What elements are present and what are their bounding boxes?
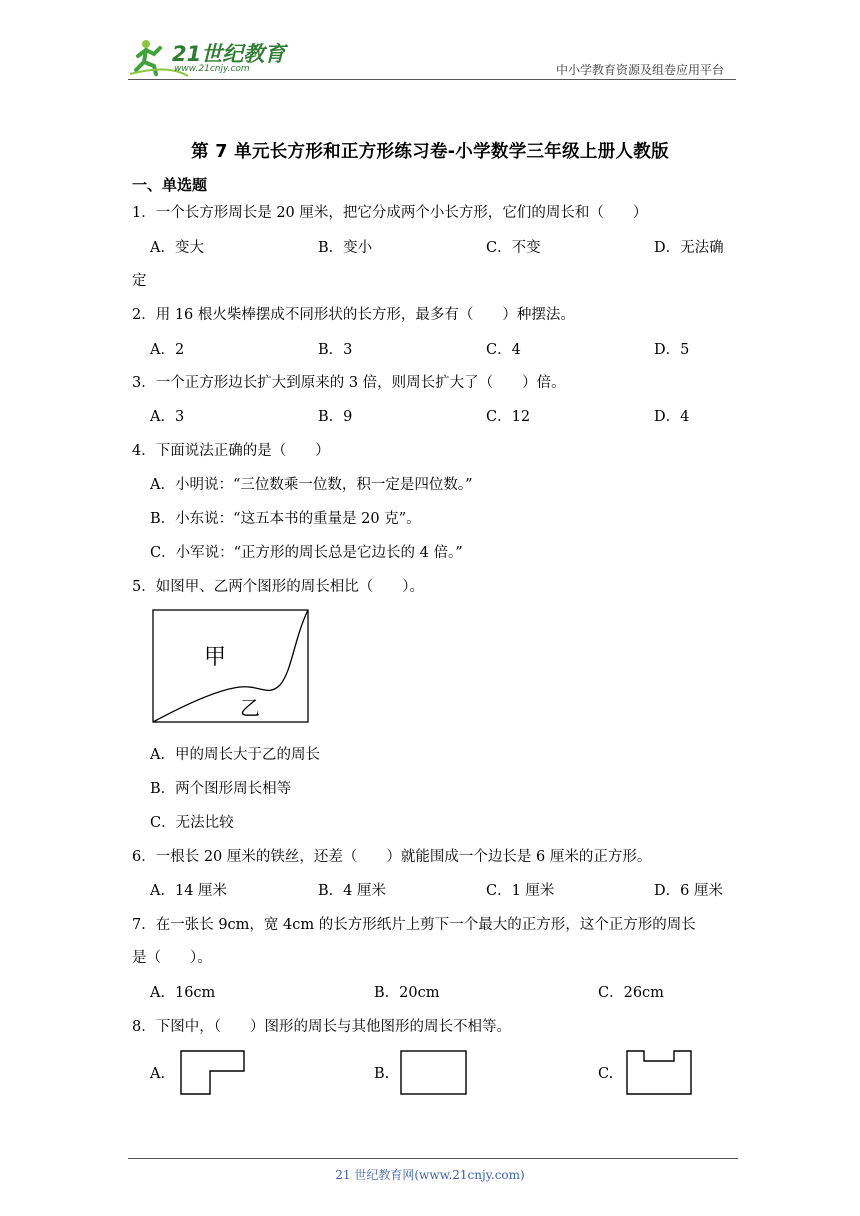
question-6-option-c[interactable]: C．1 厘米 xyxy=(486,883,555,899)
question-8-shape-a[interactable] xyxy=(180,1050,246,1096)
question-2-option-a[interactable]: A．2 xyxy=(150,342,185,358)
question-1-stem: 1．一个长方形周长是 20 厘米，把它分成两个小长方形，它们的周长和（ ） xyxy=(132,205,648,221)
question-6-option-b[interactable]: B．4 厘米 xyxy=(318,883,386,899)
question-7-option-c[interactable]: C．26cm xyxy=(598,985,664,1001)
question-8-option-c[interactable]: C. xyxy=(598,1066,614,1082)
question-5-option-c[interactable]: C．无法比较 xyxy=(150,815,234,831)
question-7-option-a[interactable]: A．16cm xyxy=(150,985,216,1001)
question-4-stem: 4．下面说法正确的是（ ） xyxy=(132,443,330,459)
question-5-stem: 5．如图甲、乙两个图形的周长相比（ ）。 xyxy=(132,579,424,595)
question-2-option-c[interactable]: C．4 xyxy=(486,342,521,358)
question-7-stem-wrap: 是（ ）。 xyxy=(132,950,212,966)
figure-label-yi: 乙 xyxy=(240,696,260,720)
question-1-option-d[interactable]: D．无法确 xyxy=(654,240,724,256)
question-8-stem: 8．下图中，（ ）图形的周长与其他图形的周长不相等。 xyxy=(132,1019,511,1035)
question-8-shape-c[interactable] xyxy=(626,1050,694,1096)
section-heading: 一、单选题 xyxy=(132,176,208,194)
question-8-option-b[interactable]: B. xyxy=(374,1066,390,1082)
question-5-figure xyxy=(152,609,310,725)
question-5-option-b[interactable]: B．两个图形周长相等 xyxy=(150,781,292,797)
footer-divider xyxy=(128,1158,738,1159)
question-3-stem: 3．一个正方形边长扩大到原来的 3 倍，则周长扩大了（ ）倍。 xyxy=(132,375,566,391)
logo-text: 21世纪教育 xyxy=(172,42,286,66)
question-4-option-a[interactable]: A．小明说：“三位数乘一位数，积一定是四位数。” xyxy=(150,477,473,493)
header-divider xyxy=(128,79,736,80)
question-1-option-d-wrap: 定 xyxy=(132,273,147,289)
question-2-option-d[interactable]: D．5 xyxy=(654,342,690,358)
question-6-option-d[interactable]: D．6 厘米 xyxy=(654,883,723,899)
question-3-option-a[interactable]: A．3 xyxy=(150,409,185,425)
question-6-option-a[interactable]: A．14 厘米 xyxy=(150,883,228,899)
footer-link[interactable]: 21 世纪教育网(www.21cnjy.com) xyxy=(335,1168,525,1182)
question-1-option-c[interactable]: C．不变 xyxy=(486,240,541,256)
question-4-option-b[interactable]: B．小东说：“这五本书的重量是 20 克”。 xyxy=(150,511,421,527)
site-logo xyxy=(128,34,288,80)
question-3-option-d[interactable]: D．4 xyxy=(654,409,690,425)
header-tagline: 中小学教育资源及组卷应用平台 xyxy=(555,63,724,77)
question-6-stem: 6．一根长 20 厘米的铁丝，还差（ ）就能围成一个边长是 6 厘米的正方形。 xyxy=(132,849,652,865)
figure-dividing-curve xyxy=(153,610,308,722)
logo-url: www.21cnjy.com xyxy=(174,64,250,74)
question-1-option-a[interactable]: A．变大 xyxy=(150,240,204,256)
page-title: 第 7 单元长方形和正方形练习卷-小学数学三年级上册人教版 xyxy=(191,142,669,162)
question-2-option-b[interactable]: B．3 xyxy=(318,342,353,358)
question-5-option-a[interactable]: A．甲的周长大于乙的周长 xyxy=(150,747,320,763)
question-2-stem: 2．用 16 根火柴棒摆成不同形状的长方形，最多有（ ）种摆法。 xyxy=(132,307,575,323)
question-3-option-c[interactable]: C．12 xyxy=(486,409,531,425)
question-4-option-c[interactable]: C．小军说：“正方形的周长总是它边长的 4 倍。” xyxy=(150,545,463,561)
question-8-shape-b[interactable] xyxy=(400,1050,468,1096)
question-3-option-b[interactable]: B．9 xyxy=(318,409,353,425)
question-1-option-b[interactable]: B．变小 xyxy=(318,240,373,256)
question-7-stem: 7．在一张长 9cm，宽 4cm 的长方形纸片上剪下一个最大的正方形，这个正方形的周长 xyxy=(132,917,696,933)
question-7-option-b[interactable]: B．20cm xyxy=(374,985,440,1001)
question-8-option-a[interactable]: A. xyxy=(150,1066,166,1082)
figure-label-jia: 甲 xyxy=(204,645,227,670)
figure-frame xyxy=(153,610,308,722)
